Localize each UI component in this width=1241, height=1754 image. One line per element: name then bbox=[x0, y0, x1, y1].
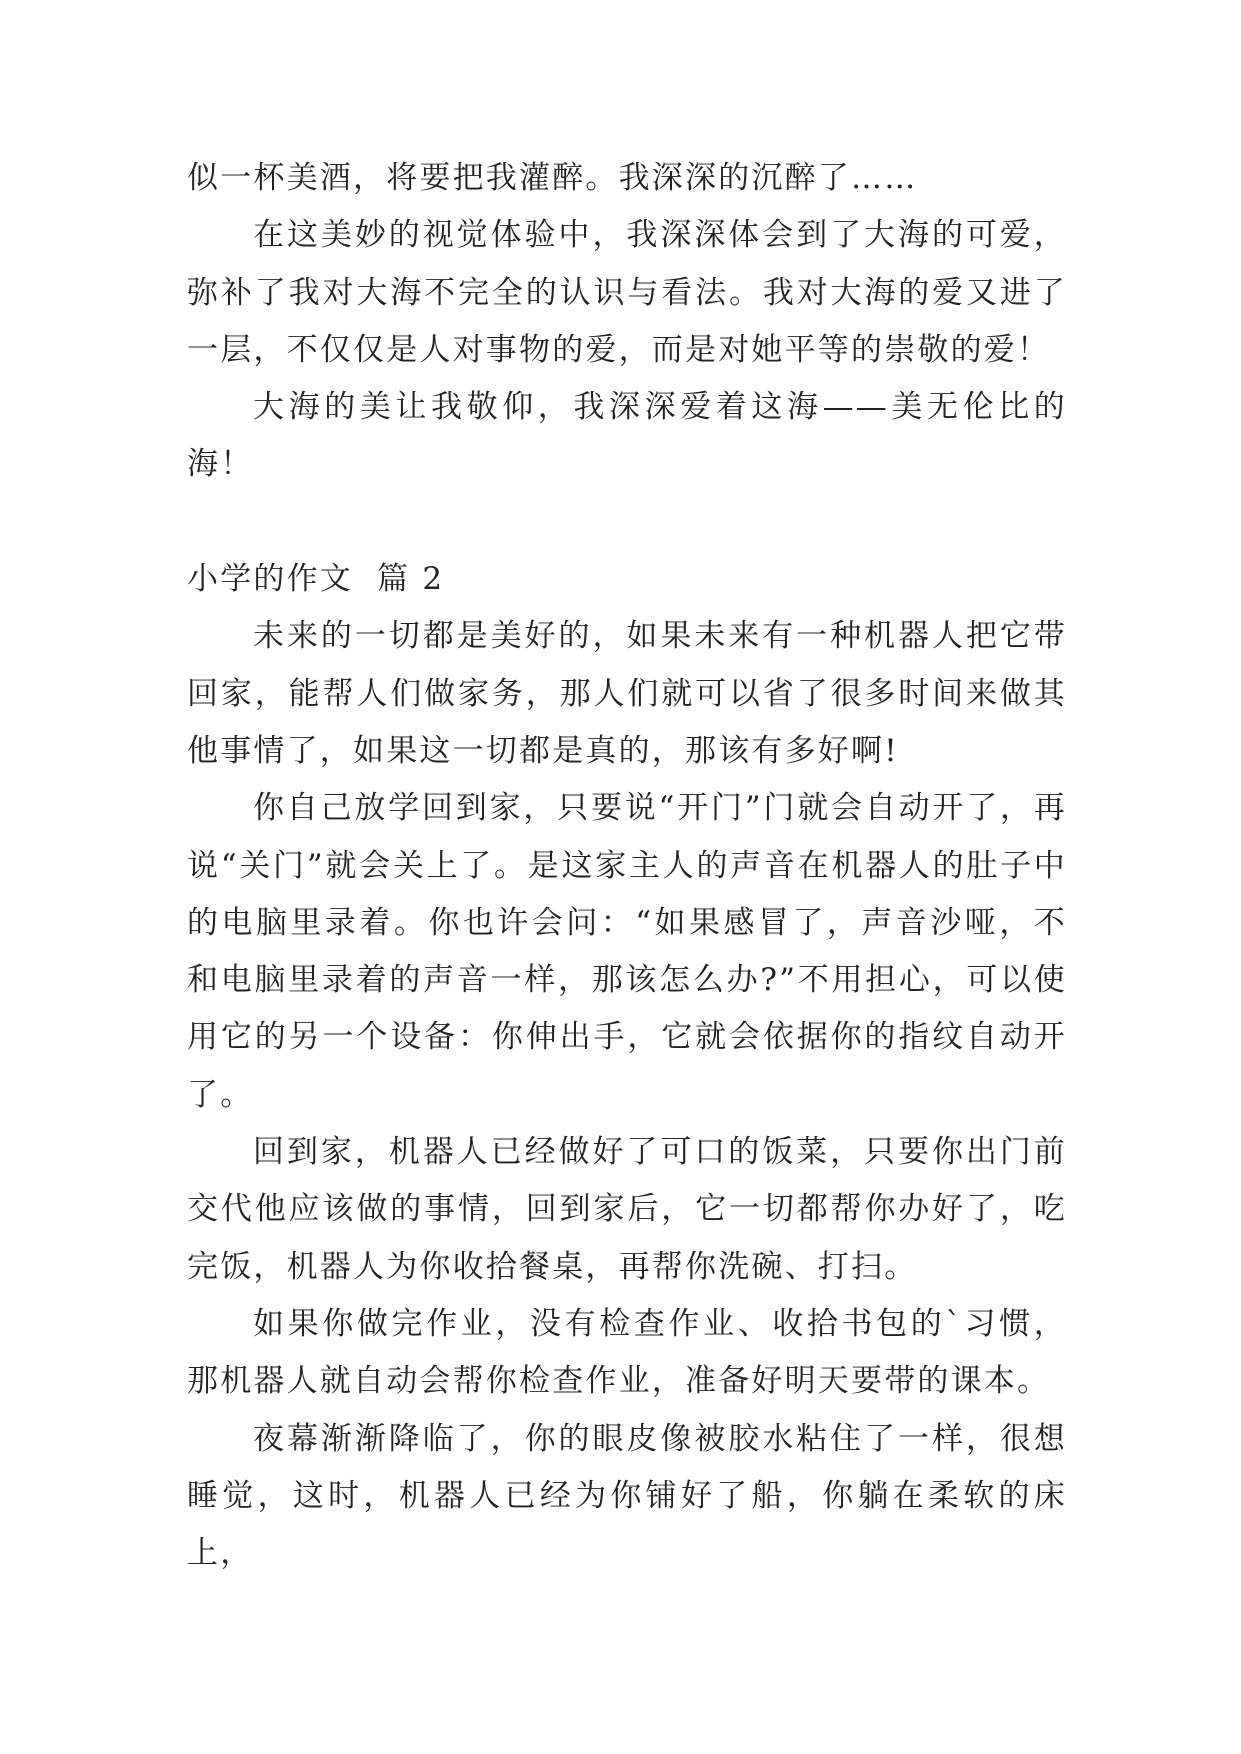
paragraph: 回到家，机器人已经做好了可口的饭菜，只要你出门前交代他应该做的事情，回到家后，它一切都帮你办好了，吃完饭，机器人为你收拾餐桌，再帮你洗碗、打扫。 bbox=[187, 1134, 1067, 1285]
section-spacer bbox=[187, 494, 1067, 551]
document-body bbox=[187, 150, 1067, 1582]
paragraph: 在这美妙的视觉体验中，我深深体会到了大海的可爱，弥补了我对大海不完全的认识与看法。我对大海的爱又进了一层，不仅仅是人对事物的爱，而是对她平等的崇敬的爱！ bbox=[187, 217, 1067, 368]
paragraph-continued: 似一杯美酒，将要把我灌醉。我深深的沉醉了…… bbox=[187, 160, 918, 196]
paragraph: 夜幕渐渐降临了，你的眼皮像被胶水粘住了一样，很想睡觉，这时，机器人已经为你铺好了船，你躺在柔软的床上， bbox=[187, 1420, 1067, 1572]
paragraph: 未来的一切都是美好的，如果未来有一种机器人把它带回家，能帮人们做家务，那人们就可以省了很多时间来做其他事情了，如果这一切都是真的，那该有多好啊! bbox=[187, 618, 1067, 769]
section-title: 小学的作文 篇 2 bbox=[187, 561, 445, 598]
paragraph: 你自己放学回到家，只要说“开门”门就会自动开了，再说“关门”就会关上了。是这家主人的声音在机器人的肚子中的电脑里录着。你也许会问：“如果感冒了，声音沙哑，不和电脑里录着的声音一样，那该怎么办?”不用担心，可以使用它的另一个设备：你伸出手，它就会依据你的指纹自动开了。 bbox=[187, 790, 1067, 1113]
paragraph: 大海的美让我敬仰，我深深爱着这海——美无伦比的海！ bbox=[187, 389, 1067, 483]
paragraph: 如果你做完作业，没有检查作业、收拾书包的`习惯，那机器人就自动会帮你检查作业，准备好明天要带的课本。 bbox=[187, 1305, 1067, 1400]
